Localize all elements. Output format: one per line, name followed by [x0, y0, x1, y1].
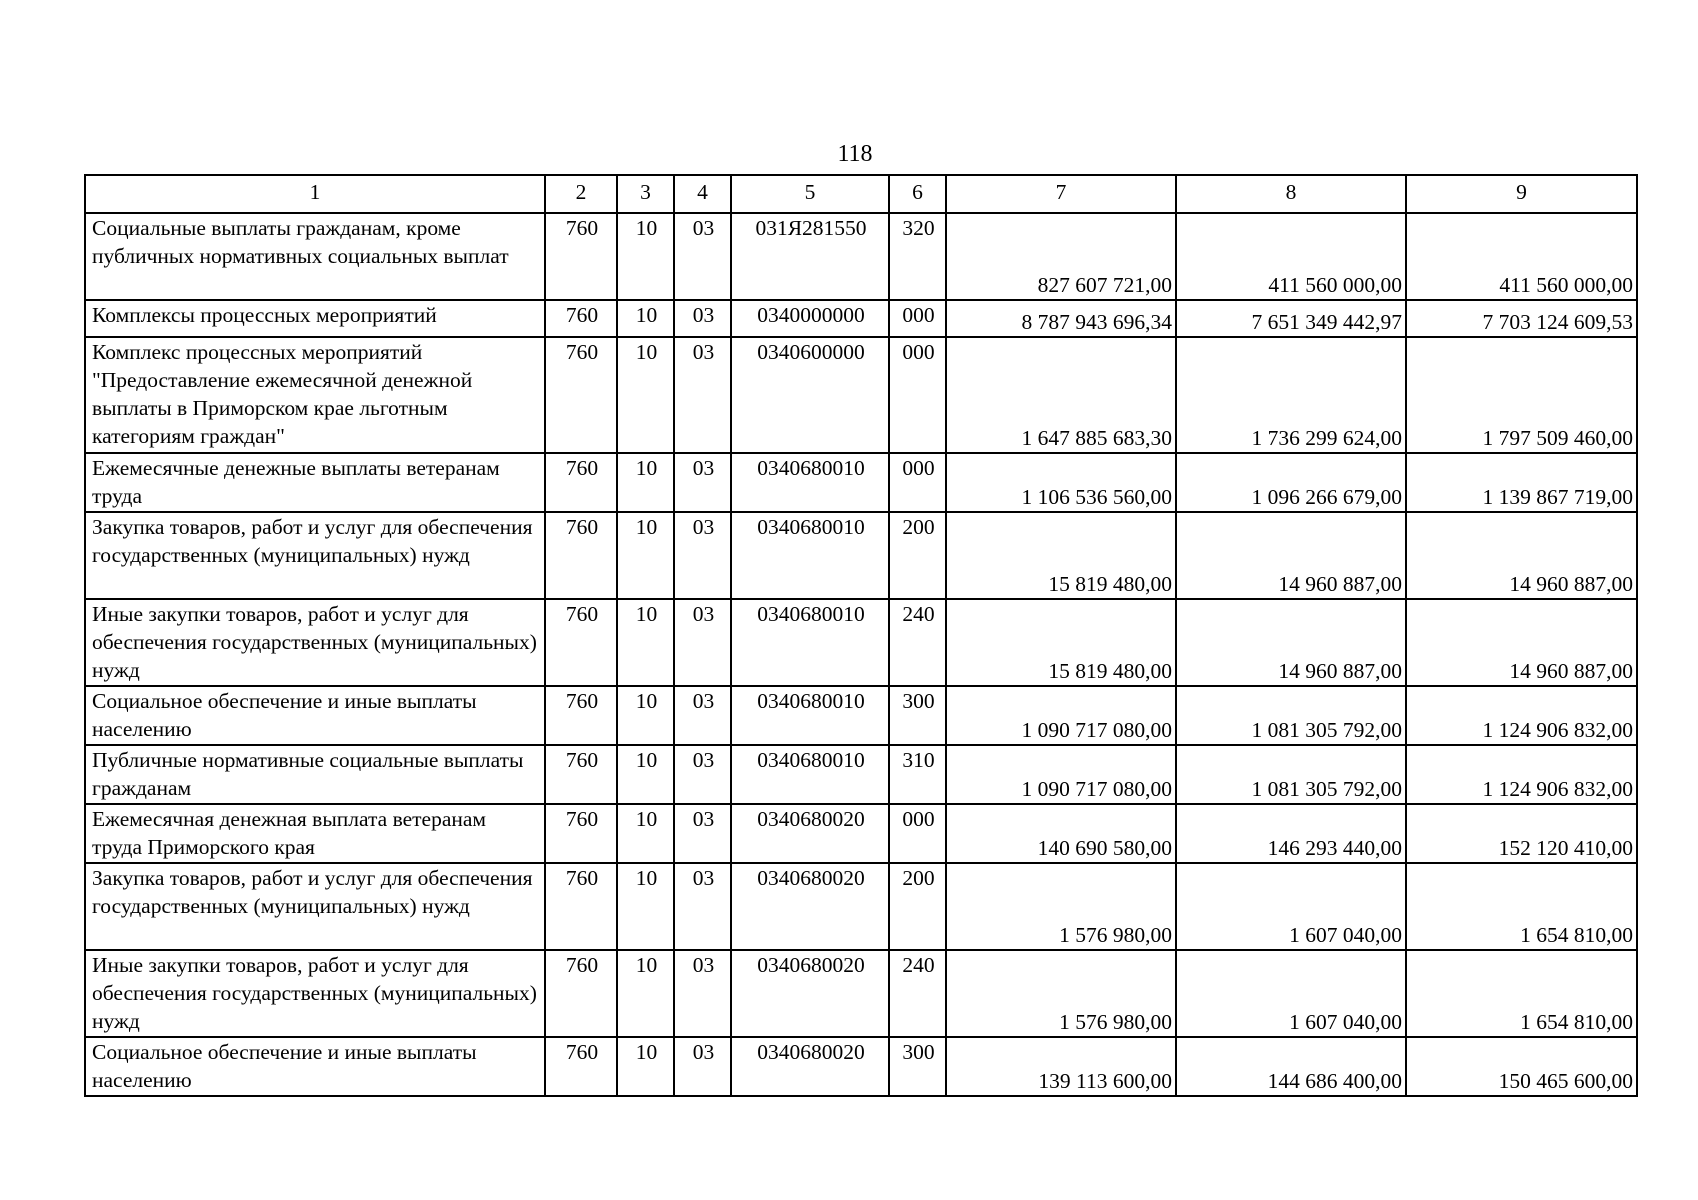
header-cell: 2 [545, 175, 617, 213]
row-name: Иные закупки товаров, работ и услуг для обеспечения государственных (муниципальных) нужд [85, 599, 545, 686]
row-section: 10 [617, 745, 674, 804]
row-expense-type: 310 [889, 745, 946, 804]
row-section: 10 [617, 453, 674, 512]
row-name: Социальное обеспечение и иные выплаты населению [85, 686, 545, 745]
row-target: 0340680010 [731, 686, 889, 745]
row-section: 10 [617, 599, 674, 686]
row-subsection: 03 [674, 1037, 731, 1096]
table-row [85, 804, 1637, 863]
row-target: 0340000000 [731, 300, 889, 337]
table-row [85, 599, 1637, 686]
row-amount-9: 14 960 887,00 [1406, 512, 1637, 599]
row-code: 760 [545, 453, 617, 512]
row-name: Социальное обеспечение и иные выплаты населению [85, 1037, 545, 1096]
row-section: 10 [617, 512, 674, 599]
row-amount-8: 1 736 299 624,00 [1176, 337, 1406, 453]
row-expense-type: 000 [889, 337, 946, 453]
header-cell: 7 [946, 175, 1176, 213]
row-expense-type: 300 [889, 1037, 946, 1096]
row-amount-7: 15 819 480,00 [946, 599, 1176, 686]
row-target: 0340680010 [731, 599, 889, 686]
row-amount-7: 1 090 717 080,00 [946, 745, 1176, 804]
row-amount-8: 1 096 266 679,00 [1176, 453, 1406, 512]
row-section: 10 [617, 804, 674, 863]
row-code: 760 [545, 300, 617, 337]
row-subsection: 03 [674, 337, 731, 453]
table-row [85, 300, 1637, 337]
row-target: 0340680020 [731, 950, 889, 1037]
row-amount-9: 1 124 906 832,00 [1406, 686, 1637, 745]
row-amount-8: 411 560 000,00 [1176, 213, 1406, 300]
row-section: 10 [617, 1037, 674, 1096]
row-name: Социальные выплаты гражданам, кроме публичных нормативных социальных выплат [85, 213, 545, 300]
row-code: 760 [545, 337, 617, 453]
header-cell: 6 [889, 175, 946, 213]
row-name: Ежемесячные денежные выплаты ветеранам труда [85, 453, 545, 512]
row-amount-7: 15 819 480,00 [946, 512, 1176, 599]
row-amount-7: 1 576 980,00 [946, 863, 1176, 950]
row-amount-8: 1 081 305 792,00 [1176, 745, 1406, 804]
table-row [85, 745, 1637, 804]
header-cell: 8 [1176, 175, 1406, 213]
row-subsection: 03 [674, 599, 731, 686]
row-amount-8: 14 960 887,00 [1176, 512, 1406, 599]
row-subsection: 03 [674, 745, 731, 804]
row-code: 760 [545, 804, 617, 863]
row-subsection: 03 [674, 213, 731, 300]
table-row [85, 950, 1637, 1037]
row-target: 0340680010 [731, 453, 889, 512]
row-amount-9: 150 465 600,00 [1406, 1037, 1637, 1096]
page-number: 118 [837, 141, 873, 167]
row-code: 760 [545, 1037, 617, 1096]
row-amount-9: 152 120 410,00 [1406, 804, 1637, 863]
table-row [85, 863, 1637, 950]
row-expense-type: 240 [889, 950, 946, 1037]
row-code: 760 [545, 213, 617, 300]
row-target: 0340680020 [731, 804, 889, 863]
row-amount-9: 411 560 000,00 [1406, 213, 1637, 300]
row-code: 760 [545, 599, 617, 686]
row-subsection: 03 [674, 300, 731, 337]
row-amount-7: 1 647 885 683,30 [946, 337, 1176, 453]
budget-table [84, 174, 1638, 1097]
row-amount-8: 1 081 305 792,00 [1176, 686, 1406, 745]
header-cell: 3 [617, 175, 674, 213]
row-amount-8: 144 686 400,00 [1176, 1037, 1406, 1096]
row-code: 760 [545, 950, 617, 1037]
table-row [85, 686, 1637, 745]
row-subsection: 03 [674, 804, 731, 863]
table-row [85, 337, 1637, 453]
row-expense-type: 000 [889, 453, 946, 512]
row-amount-9: 1 654 810,00 [1406, 863, 1637, 950]
row-name: Иные закупки товаров, работ и услуг для обеспечения государственных (муниципальных) нужд [85, 950, 545, 1037]
table-row [85, 213, 1637, 300]
row-amount-7: 8 787 943 696,34 [946, 300, 1176, 337]
row-expense-type: 000 [889, 804, 946, 863]
row-amount-9: 14 960 887,00 [1406, 599, 1637, 686]
row-code: 760 [545, 512, 617, 599]
row-amount-9: 1 654 810,00 [1406, 950, 1637, 1037]
row-code: 760 [545, 863, 617, 950]
row-amount-9: 1 797 509 460,00 [1406, 337, 1637, 453]
row-expense-type: 200 [889, 512, 946, 599]
row-amount-8: 146 293 440,00 [1176, 804, 1406, 863]
row-amount-7: 827 607 721,00 [946, 213, 1176, 300]
row-name: Закупка товаров, работ и услуг для обеспечения государственных (муниципальных) нужд [85, 512, 545, 599]
row-target: 0340680010 [731, 512, 889, 599]
row-section: 10 [617, 300, 674, 337]
row-amount-8: 1 607 040,00 [1176, 863, 1406, 950]
row-section: 10 [617, 686, 674, 745]
row-amount-9: 1 139 867 719,00 [1406, 453, 1637, 512]
header-cell: 5 [731, 175, 889, 213]
row-subsection: 03 [674, 453, 731, 512]
row-section: 10 [617, 863, 674, 950]
row-amount-9: 1 124 906 832,00 [1406, 745, 1637, 804]
row-amount-7: 1 090 717 080,00 [946, 686, 1176, 745]
row-expense-type: 320 [889, 213, 946, 300]
row-amount-8: 14 960 887,00 [1176, 599, 1406, 686]
row-code: 760 [545, 686, 617, 745]
row-amount-7: 1 106 536 560,00 [946, 453, 1176, 512]
row-target: 0340600000 [731, 337, 889, 453]
table-header-row [85, 175, 1637, 213]
row-amount-7: 139 113 600,00 [946, 1037, 1176, 1096]
row-amount-9: 7 703 124 609,53 [1406, 300, 1637, 337]
row-subsection: 03 [674, 512, 731, 599]
row-subsection: 03 [674, 686, 731, 745]
row-expense-type: 000 [889, 300, 946, 337]
row-expense-type: 300 [889, 686, 946, 745]
row-name: Комплексы процессных мероприятий [85, 300, 545, 337]
row-target: 031Я281550 [731, 213, 889, 300]
header-cell: 1 [85, 175, 545, 213]
row-expense-type: 240 [889, 599, 946, 686]
row-target: 0340680020 [731, 863, 889, 950]
row-target: 0340680020 [731, 1037, 889, 1096]
table-row [85, 1037, 1637, 1096]
row-section: 10 [617, 337, 674, 453]
table-row [85, 512, 1637, 599]
header-cell: 9 [1406, 175, 1637, 213]
header-cell: 4 [674, 175, 731, 213]
row-section: 10 [617, 213, 674, 300]
row-expense-type: 200 [889, 863, 946, 950]
row-name: Публичные нормативные социальные выплаты гражданам [85, 745, 545, 804]
row-name: Комплекс процессных мероприятий "Предоставление ежемесячной денежной выплаты в Приморском крае льготным категориям граждан" [85, 337, 545, 453]
table-row [85, 453, 1637, 512]
row-amount-7: 1 576 980,00 [946, 950, 1176, 1037]
row-subsection: 03 [674, 950, 731, 1037]
row-name: Ежемесячная денежная выплата ветеранам труда Приморского края [85, 804, 545, 863]
row-amount-7: 140 690 580,00 [946, 804, 1176, 863]
row-code: 760 [545, 745, 617, 804]
row-target: 0340680010 [731, 745, 889, 804]
row-subsection: 03 [674, 863, 731, 950]
row-name: Закупка товаров, работ и услуг для обеспечения государственных (муниципальных) нужд [85, 863, 545, 950]
row-section: 10 [617, 950, 674, 1037]
row-amount-8: 1 607 040,00 [1176, 950, 1406, 1037]
row-amount-8: 7 651 349 442,97 [1176, 300, 1406, 337]
